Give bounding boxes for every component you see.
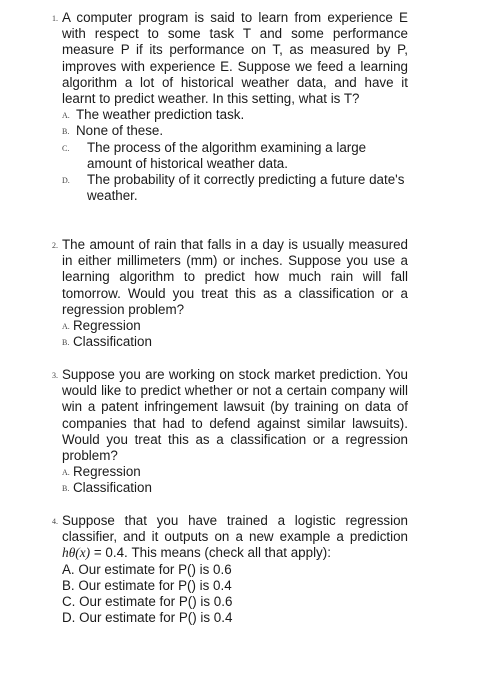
- option-list: [62, 464, 408, 496]
- question-text: The amount of rain that falls in a day is usually measured in either millimeters (mm) or inches. Suppose you use a learning algorithm to predict how much rain will fall tomorrow. Would you treat this as a classification or a regression problem?: [62, 237, 408, 317]
- question-number: 4.: [52, 517, 58, 526]
- question-1: [52, 10, 408, 204]
- option-a: [62, 464, 408, 480]
- option-text: Classification: [73, 480, 152, 496]
- hypothesis-formula: hθ(x): [62, 545, 91, 561]
- option-text: Regression: [73, 318, 141, 334]
- question-3: [52, 367, 408, 497]
- option-list: [62, 318, 408, 350]
- option-text: The weather prediction task.: [76, 107, 245, 123]
- option-a: [62, 318, 408, 334]
- question-text: [62, 513, 408, 562]
- option-b: [62, 334, 408, 350]
- option-letter: C.: [62, 143, 70, 153]
- option-d: [62, 172, 408, 204]
- option-d: D. Our estimate for P() is 0.4: [62, 610, 233, 626]
- option-letter: A.: [62, 111, 70, 121]
- option-text: The process of the algorithm examining a large amount of historical weather data.: [87, 139, 367, 171]
- option-letter: A.: [62, 322, 70, 332]
- question-4: [52, 513, 408, 626]
- option-b: [62, 123, 408, 139]
- option-letter: A.: [62, 468, 70, 478]
- option-b: [62, 480, 408, 496]
- option-list: [36, 562, 408, 627]
- option-a: A. Our estimate for P() is 0.6: [62, 561, 232, 577]
- question-number: 2.: [52, 241, 58, 250]
- question-text-before: Suppose that you have trained a logistic regression classifier, and it outputs on a new example a prediction: [62, 513, 408, 545]
- option-letter: B.: [62, 338, 70, 348]
- option-text: The probability of it correctly predicting a future date's weather.: [87, 172, 405, 204]
- question-number: 1.: [52, 14, 58, 23]
- option-letter: B.: [62, 127, 70, 137]
- option-letter: D.: [62, 176, 70, 186]
- question-number: 3.: [52, 371, 58, 380]
- option-list: [62, 107, 408, 204]
- option-letter: B.: [62, 484, 70, 494]
- option-text: None of these.: [76, 123, 164, 139]
- question-text: A computer program is said to learn from experience E with respect to some task T and some performance measure P if its performance on T, as measured by P, improves with experience E. Suppose we feed a learning algorithm a lot of historical weather data, and have it learnt to predict weather. In this setting, what is T?: [62, 10, 408, 107]
- option-text: Classification: [73, 334, 152, 350]
- question-2: [52, 237, 408, 350]
- option-c: C. Our estimate for P() is 0.6: [62, 594, 233, 610]
- option-c: [62, 140, 408, 172]
- option-a: [62, 107, 408, 123]
- question-text: Suppose you are working on stock market prediction. You would like to predict whether or not a certain company will win a patent infringement lawsuit (by training on data of companies that had to defend against similar lawsuits). Would you treat this as a classification or a regression problem?: [62, 367, 408, 464]
- option-text: Regression: [73, 464, 141, 480]
- option-b: B. Our estimate for P() is 0.4: [62, 577, 232, 593]
- question-text-after: = 0.4. This means (check all that apply):: [93, 545, 331, 561]
